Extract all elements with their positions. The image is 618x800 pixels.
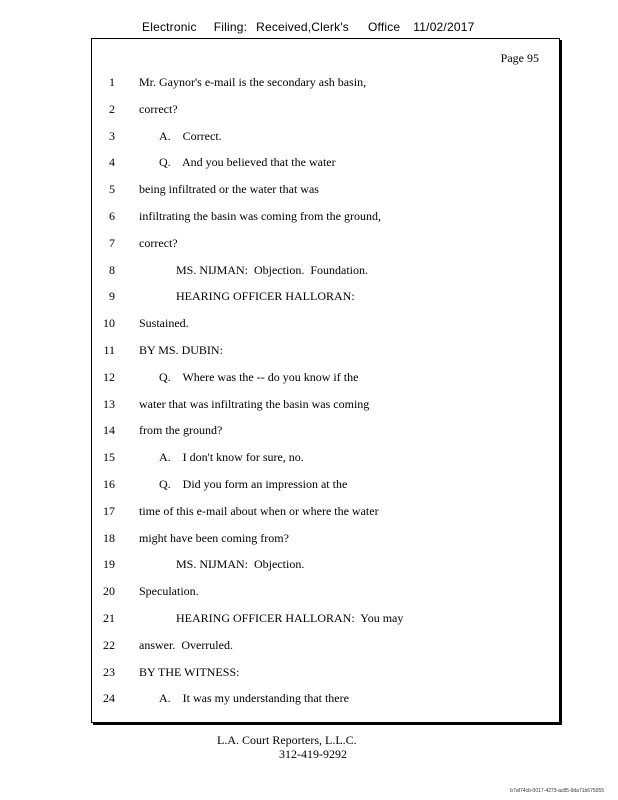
transcript-line: [92, 689, 559, 707]
line-number: 22: [103, 637, 115, 652]
line-number: 11: [103, 343, 115, 357]
line-number: 15: [103, 450, 115, 465]
line-text: Q. Where was the -- do you know if the: [159, 369, 359, 384]
line-number: 24: [103, 691, 115, 706]
line-text: from the ground?: [139, 423, 223, 438]
page-number: Page 95: [500, 51, 539, 65]
line-text: water that was infiltrating the basin was coming: [139, 396, 370, 411]
transcript-line: [92, 555, 559, 573]
transcript-page: [91, 38, 560, 723]
line-text: A. Correct.: [159, 128, 222, 143]
line-number: 23: [103, 664, 115, 679]
line-text: time of this e-mail about when or where the water: [139, 503, 379, 518]
line-text: HEARING OFFICER HALLORAN: You may: [176, 611, 404, 625]
transcript-line: [92, 153, 559, 171]
filing-word: Received,Clerk's: [256, 20, 349, 34]
transcript-line: [92, 475, 559, 493]
transcript-line: [92, 582, 559, 600]
line-text: A. It was my understanding that there: [159, 691, 349, 706]
filing-word: Office: [367, 20, 401, 34]
line-text: A. I don't know for sure, no.: [159, 450, 304, 465]
line-number: 17: [103, 503, 115, 518]
transcript-line: [92, 341, 559, 359]
transcript-line: [92, 314, 559, 332]
transcript-line: [92, 529, 559, 547]
line-number: 5: [109, 182, 115, 197]
filing-word: 11/02/2017: [413, 20, 475, 34]
transcript-line: [92, 368, 559, 386]
line-number: 7: [109, 235, 115, 250]
line-text: Q. Did you form an impression at the: [159, 477, 348, 491]
line-text: might have been coming from?: [139, 530, 289, 545]
line-text: MS. NIJMAN: Objection.: [176, 557, 305, 572]
transcript-line: [92, 663, 559, 681]
line-text: Q. And you believed that the water: [159, 155, 336, 170]
line-text: answer. Overruled.: [139, 637, 233, 652]
line-number: 19: [103, 557, 115, 572]
transcript-line: [92, 502, 559, 520]
document-hash: b7af74cb-0017-4273-ac85-9da71b675055: [510, 788, 604, 794]
line-number: 14: [103, 423, 115, 438]
line-number: 3: [109, 128, 115, 143]
line-text: BY MS. DUBIN:: [139, 343, 223, 357]
transcript-line: [92, 100, 559, 118]
transcript-line: [92, 395, 559, 413]
transcript-line: [92, 636, 559, 654]
transcript-line: [92, 234, 559, 252]
line-text: infiltrating the basin was coming from the ground,: [139, 209, 381, 223]
filing-stamp: [142, 20, 474, 34]
transcript-line: [92, 127, 559, 145]
transcript-line: [92, 609, 559, 627]
line-text: MS. NIJMAN: Objection. Foundation.: [176, 262, 368, 277]
line-text: correct?: [139, 101, 178, 116]
transcript-line: [92, 448, 559, 466]
line-text: BY THE WITNESS:: [139, 664, 240, 679]
line-number: 10: [103, 316, 115, 331]
line-text: Mr. Gaynor's e-mail is the secondary ash basin,: [139, 75, 367, 89]
line-number: 21: [103, 611, 115, 625]
line-number: 4: [109, 155, 115, 170]
filing-word: Filing:: [213, 20, 248, 34]
line-number: 8: [109, 262, 115, 277]
line-number: 12: [103, 369, 115, 384]
reporter-company: L.A. Court Reporters, L.L.C.: [217, 733, 357, 747]
line-number: 13: [103, 396, 115, 411]
filing-word: Electronic: [142, 20, 197, 34]
transcript-line: [92, 287, 559, 305]
transcript-line: [92, 207, 559, 225]
transcript-line: [92, 73, 559, 91]
line-number: 18: [103, 530, 115, 545]
transcript-line: [92, 180, 559, 198]
line-number: 9: [109, 289, 115, 304]
line-text: being infiltrated or the water that was: [139, 182, 319, 197]
line-number: 20: [103, 584, 115, 599]
transcript-line: [92, 261, 559, 279]
line-text: correct?: [139, 235, 178, 250]
line-number: 1: [109, 75, 115, 89]
line-number: 6: [109, 209, 115, 223]
line-text: HEARING OFFICER HALLORAN:: [176, 289, 355, 304]
line-number: 16: [103, 477, 115, 491]
line-number: 2: [109, 101, 115, 116]
reporter-phone: 312-419-9292: [279, 747, 347, 761]
line-text: Sustained.: [139, 316, 189, 331]
transcript-line: [92, 421, 559, 439]
line-text: Speculation.: [139, 584, 199, 599]
